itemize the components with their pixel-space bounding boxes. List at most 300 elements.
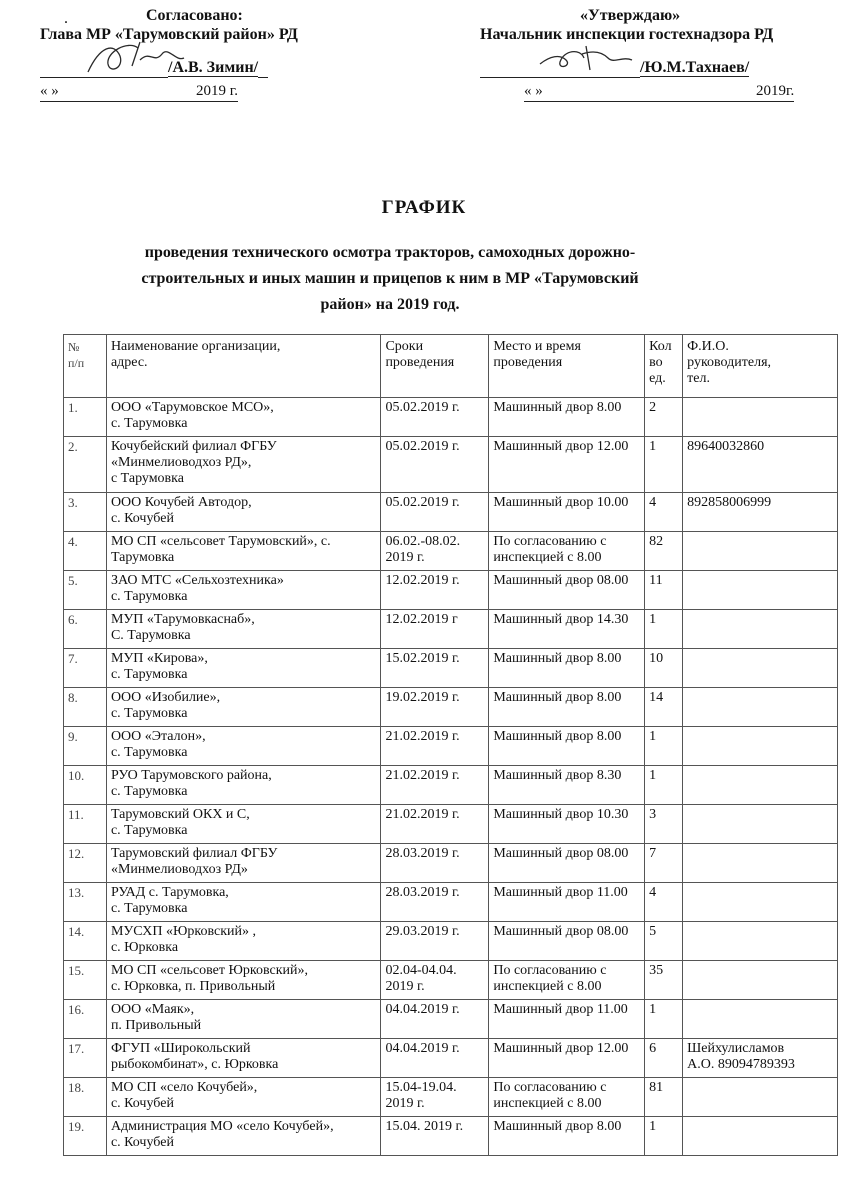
cell-number-line-1: 5. bbox=[68, 573, 78, 588]
cell-quantity bbox=[645, 688, 683, 727]
header-place-line-1: Место и время bbox=[493, 339, 581, 354]
cell-organization-line-1: РУО Тарумовского района, bbox=[110, 768, 272, 783]
header-date-line-2: проведения bbox=[385, 355, 455, 370]
table-row bbox=[64, 398, 838, 437]
cell-dates bbox=[381, 1117, 489, 1156]
cell-dates-line-1: 12.02.2019 г bbox=[385, 612, 458, 627]
cell-number bbox=[64, 1078, 107, 1117]
header-place bbox=[489, 335, 645, 398]
table-row bbox=[64, 883, 838, 922]
approval-left bbox=[40, 6, 340, 102]
cell-place bbox=[489, 727, 645, 766]
cell-quantity bbox=[645, 961, 683, 1000]
cell-dates bbox=[381, 571, 489, 610]
approval-right-date-prefix: « » bbox=[524, 82, 586, 102]
approval-right-date-year: 2019г. bbox=[756, 82, 794, 102]
cell-organization bbox=[106, 727, 381, 766]
cell-organization-line-2: с. Тарумовка bbox=[110, 784, 188, 799]
cell-number-line-1: 3. bbox=[68, 495, 78, 510]
cell-dates bbox=[381, 727, 489, 766]
cell-organization-line-2: Тарумовка bbox=[110, 550, 175, 565]
cell-place bbox=[489, 961, 645, 1000]
cell-place-line-1: По согласованию с bbox=[493, 1080, 607, 1095]
cell-organization-line-1: МО СП «сельсовет Юрковский», bbox=[110, 963, 308, 978]
cell-dates-line-1: 05.02.2019 г. bbox=[385, 439, 460, 454]
cell-organization bbox=[106, 766, 381, 805]
cell-number bbox=[64, 688, 107, 727]
approval-left-date-blank bbox=[86, 82, 196, 102]
cell-dates bbox=[381, 398, 489, 437]
cell-organization-line-1: МУП «Кирова», bbox=[110, 651, 208, 666]
cell-place-line-1: Машинный двор 12.00 bbox=[493, 1041, 629, 1056]
cell-place bbox=[489, 649, 645, 688]
cell-manager bbox=[683, 922, 838, 961]
cell-number-line-1: 9. bbox=[68, 729, 78, 744]
cell-manager bbox=[683, 649, 838, 688]
cell-organization-line-1: Кочубейский филиал ФГБУ bbox=[110, 439, 277, 454]
cell-quantity bbox=[645, 883, 683, 922]
cell-dates-line-1: 28.03.2019 г. bbox=[385, 846, 460, 861]
cell-number-line-1: 1. bbox=[68, 400, 78, 415]
document-title: ГРАФИК bbox=[381, 197, 467, 218]
cell-organization bbox=[106, 398, 381, 437]
cell-manager-line-1: 89640032860 bbox=[687, 439, 765, 454]
cell-organization bbox=[106, 1039, 381, 1078]
cell-quantity bbox=[645, 1039, 683, 1078]
cell-organization bbox=[106, 532, 381, 571]
cell-number-line-1: 15. bbox=[68, 963, 85, 978]
cell-manager bbox=[683, 1078, 838, 1117]
header-quantity bbox=[645, 335, 683, 398]
cell-number bbox=[64, 493, 107, 532]
cell-dates bbox=[381, 1078, 489, 1117]
cell-quantity bbox=[645, 1078, 683, 1117]
table-row bbox=[64, 805, 838, 844]
cell-organization-line-2: рыбокомбинат», с. Юрковка bbox=[110, 1057, 279, 1072]
cell-number-line-1: 11. bbox=[68, 807, 84, 822]
cell-quantity-line-1: 1 bbox=[649, 729, 657, 744]
header-qty-line-2: во bbox=[649, 355, 663, 370]
cell-manager bbox=[683, 961, 838, 1000]
cell-place-line-2: инспекцией с 8.00 bbox=[493, 979, 602, 994]
cell-manager bbox=[683, 1117, 838, 1156]
table-row bbox=[64, 727, 838, 766]
cell-organization bbox=[106, 922, 381, 961]
cell-manager bbox=[683, 1000, 838, 1039]
cell-quantity-line-1: 35 bbox=[649, 963, 664, 978]
cell-quantity bbox=[645, 766, 683, 805]
cell-quantity-line-1: 10 bbox=[649, 651, 664, 666]
cell-place-line-2: инспекцией с 8.00 bbox=[493, 550, 602, 565]
cell-quantity-line-1: 1 bbox=[649, 1119, 657, 1134]
header-organization bbox=[106, 335, 381, 398]
cell-number bbox=[64, 610, 107, 649]
cell-dates-line-1: 04.04.2019 г. bbox=[385, 1041, 460, 1056]
cell-quantity bbox=[645, 532, 683, 571]
cell-number bbox=[64, 1039, 107, 1078]
cell-place-line-2: инспекцией с 8.00 bbox=[493, 1096, 602, 1111]
header-head-line-2: руководителя, bbox=[687, 355, 772, 370]
approval-right-position: Начальник инспекции гостехнадзора РД bbox=[480, 26, 774, 43]
cell-dates bbox=[381, 688, 489, 727]
cell-place bbox=[489, 437, 645, 493]
cell-place-line-1: Машинный двор 12.00 bbox=[493, 439, 629, 454]
cell-number-line-1: 16. bbox=[68, 1002, 85, 1017]
cell-dates-line-1: 28.03.2019 г. bbox=[385, 885, 460, 900]
cell-place-line-1: Машинный двор 08.00 bbox=[493, 573, 629, 588]
cell-organization bbox=[106, 649, 381, 688]
cell-place-line-1: Машинный двор 10.00 bbox=[493, 495, 629, 510]
header-manager bbox=[683, 335, 838, 398]
cell-dates-line-1: 15.02.2019 г. bbox=[385, 651, 460, 666]
cell-manager bbox=[683, 1039, 838, 1078]
cell-dates bbox=[381, 1000, 489, 1039]
cell-number bbox=[64, 727, 107, 766]
cell-manager-line-2: А.О. 89094789393 bbox=[687, 1057, 795, 1072]
cell-manager-line-1: 892858006999 bbox=[687, 495, 772, 510]
cell-dates bbox=[381, 922, 489, 961]
cell-dates-line-1: 19.02.2019 г. bbox=[385, 690, 460, 705]
cell-organization bbox=[106, 1000, 381, 1039]
cell-quantity-line-1: 81 bbox=[649, 1080, 664, 1095]
cell-quantity bbox=[645, 844, 683, 883]
subtitle-line-3: район» на 2019 год. bbox=[320, 296, 460, 313]
cell-number bbox=[64, 1117, 107, 1156]
cell-dates bbox=[381, 883, 489, 922]
cell-place bbox=[489, 532, 645, 571]
cell-dates-line-1: 05.02.2019 г. bbox=[385, 495, 460, 510]
cell-number bbox=[64, 649, 107, 688]
cell-organization-line-2: с. Тарумовка bbox=[110, 416, 188, 431]
cell-organization bbox=[106, 883, 381, 922]
schedule-table-body bbox=[64, 398, 838, 1156]
cell-organization bbox=[106, 688, 381, 727]
table-row bbox=[64, 1117, 838, 1156]
cell-organization-line-3: с Тарумовка bbox=[110, 471, 184, 486]
cell-organization-line-2: «Минмелиоводхоз РД», bbox=[110, 455, 252, 470]
cell-quantity-line-1: 14 bbox=[649, 690, 664, 705]
subtitle-line-1: проведения технического осмотра тракторов, самоходных дорожно- bbox=[144, 244, 636, 261]
cell-organization-line-1: МУП «Тарумовкаснаб», bbox=[110, 612, 255, 627]
table-row bbox=[64, 437, 838, 493]
cell-quantity bbox=[645, 437, 683, 493]
header-qty-line-3: ед. bbox=[649, 371, 666, 386]
cell-organization-line-1: МО СП «сельсовет Тарумовский», с. bbox=[110, 534, 331, 549]
cell-dates bbox=[381, 610, 489, 649]
approval-right bbox=[480, 6, 810, 102]
table-row bbox=[64, 688, 838, 727]
cell-dates bbox=[381, 1039, 489, 1078]
cell-organization-line-1: МО СП «село Кочубей», bbox=[110, 1080, 258, 1095]
cell-place bbox=[489, 610, 645, 649]
header-qty-line-1: Кол bbox=[649, 339, 672, 354]
cell-number-line-1: 6. bbox=[68, 612, 78, 627]
approval-right-date bbox=[480, 82, 810, 102]
cell-quantity-line-1: 7 bbox=[649, 846, 657, 861]
cell-number bbox=[64, 398, 107, 437]
cell-number-line-1: 8. bbox=[68, 690, 78, 705]
cell-number bbox=[64, 922, 107, 961]
signature-tahnaev bbox=[536, 36, 636, 76]
approval-right-date-blank bbox=[586, 82, 756, 102]
approval-right-label: «Утверждаю» bbox=[580, 7, 681, 24]
cell-dates-line-2: 2019 г. bbox=[385, 550, 425, 565]
cell-dates bbox=[381, 649, 489, 688]
cell-number bbox=[64, 961, 107, 1000]
cell-manager bbox=[683, 688, 838, 727]
cell-place bbox=[489, 493, 645, 532]
header-head-line-3: тел. bbox=[687, 371, 710, 386]
table-row bbox=[64, 961, 838, 1000]
cell-organization bbox=[106, 437, 381, 493]
cell-organization-line-2: с. Тарумовка bbox=[110, 589, 188, 604]
approval-right-sign-row bbox=[480, 58, 810, 78]
header-date-line-1: Сроки bbox=[385, 339, 424, 354]
cell-place bbox=[489, 844, 645, 883]
cell-organization bbox=[106, 571, 381, 610]
table-row bbox=[64, 610, 838, 649]
cell-manager bbox=[683, 766, 838, 805]
cell-organization-line-1: ЗАО МТС «Сельхозтехника» bbox=[110, 573, 284, 588]
cell-number bbox=[64, 571, 107, 610]
cell-organization-line-1: ООО «Изобилие», bbox=[110, 690, 221, 705]
header-no bbox=[64, 335, 107, 398]
approval-left-date bbox=[40, 82, 340, 102]
cell-dates-line-1: 15.04. 2019 г. bbox=[385, 1119, 464, 1134]
cell-place bbox=[489, 571, 645, 610]
cell-organization-line-1: МУСХП «Юрковский» , bbox=[110, 924, 257, 939]
approval-left-position: Глава МР «Тарумовский район» РД bbox=[40, 26, 298, 43]
cell-dates bbox=[381, 766, 489, 805]
cell-organization-line-2: с. Юрковка bbox=[110, 940, 179, 955]
cell-quantity bbox=[645, 922, 683, 961]
cell-manager bbox=[683, 437, 838, 493]
table-header-row bbox=[64, 335, 838, 398]
cell-organization-line-2: с. Тарумовка bbox=[110, 745, 188, 760]
header-no-line-1: № bbox=[68, 340, 80, 354]
cell-dates-line-2: 2019 г. bbox=[385, 979, 425, 994]
cell-quantity bbox=[645, 610, 683, 649]
cell-number bbox=[64, 1000, 107, 1039]
cell-number-line-1: 19. bbox=[68, 1119, 85, 1134]
cell-organization-line-2: с. Тарумовка bbox=[110, 901, 188, 916]
cell-place bbox=[489, 883, 645, 922]
cell-quantity-line-1: 1 bbox=[649, 1002, 657, 1017]
cell-number-line-1: 10. bbox=[68, 768, 85, 783]
cell-organization-line-2: с. Кочубей bbox=[110, 1135, 174, 1150]
cell-organization bbox=[106, 961, 381, 1000]
cell-organization-line-1: ООО «Маяк», bbox=[110, 1002, 195, 1017]
cell-organization-line-2: с. Тарумовка bbox=[110, 667, 188, 682]
cell-quantity-line-1: 82 bbox=[649, 534, 664, 549]
cell-quantity-line-1: 4 bbox=[649, 495, 657, 510]
cell-organization-line-1: ООО «Тарумовское МСО», bbox=[110, 400, 274, 415]
cell-quantity bbox=[645, 1000, 683, 1039]
cell-organization-line-1: Тарумовский ОКХ и С, bbox=[110, 807, 250, 822]
cell-quantity bbox=[645, 727, 683, 766]
cell-place bbox=[489, 1039, 645, 1078]
cell-organization-line-2: с. Тарумовка bbox=[110, 823, 188, 838]
cell-quantity-line-1: 6 bbox=[649, 1041, 657, 1056]
cell-number-line-1: 18. bbox=[68, 1080, 85, 1095]
cell-organization bbox=[106, 610, 381, 649]
cell-quantity-line-1: 11 bbox=[649, 573, 663, 588]
cell-dates-line-1: 04.04.2019 г. bbox=[385, 1002, 460, 1017]
cell-number-line-1: 4. bbox=[68, 534, 78, 549]
cell-organization-line-2: п. Привольный bbox=[110, 1018, 202, 1033]
cell-organization bbox=[106, 1078, 381, 1117]
cell-quantity-line-1: 4 bbox=[649, 885, 657, 900]
approval-left-signer: /А.В. Зимин/ bbox=[168, 59, 259, 76]
cell-organization-line-1: РУАД с. Тарумовка, bbox=[110, 885, 229, 900]
schedule-table bbox=[63, 334, 838, 1156]
table-row bbox=[64, 1000, 838, 1039]
cell-number bbox=[64, 883, 107, 922]
header-dates bbox=[381, 335, 489, 398]
cell-number-line-1: 17. bbox=[68, 1041, 85, 1056]
cell-dates bbox=[381, 805, 489, 844]
cell-number-line-1: 7. bbox=[68, 651, 78, 666]
cell-number bbox=[64, 844, 107, 883]
cell-place bbox=[489, 922, 645, 961]
table-row bbox=[64, 766, 838, 805]
cell-place-line-1: Машинный двор 8.00 bbox=[493, 400, 622, 415]
signature-zimin bbox=[80, 36, 190, 80]
cell-dates-line-1: 21.02.2019 г. bbox=[385, 807, 460, 822]
cell-manager bbox=[683, 805, 838, 844]
cell-organization-line-2: с. Кочубей bbox=[110, 511, 174, 526]
cell-place-line-1: Машинный двор 8.00 bbox=[493, 1119, 622, 1134]
cell-quantity-line-1: 2 bbox=[649, 400, 657, 415]
approval-left-date-year: 2019 г. bbox=[196, 82, 238, 102]
cell-manager bbox=[683, 883, 838, 922]
cell-manager bbox=[683, 532, 838, 571]
cell-quantity bbox=[645, 805, 683, 844]
cell-number bbox=[64, 532, 107, 571]
cell-number bbox=[64, 805, 107, 844]
cell-organization-line-1: ФГУП «Широкольский bbox=[110, 1041, 251, 1056]
cell-place-line-1: Машинный двор 8.00 bbox=[493, 651, 622, 666]
cell-place-line-1: Машинный двор 10.30 bbox=[493, 807, 629, 822]
cell-place-line-1: Машинный двор 8.00 bbox=[493, 729, 622, 744]
cell-organization-line-2: с. Кочубей bbox=[110, 1096, 174, 1111]
cell-organization bbox=[106, 493, 381, 532]
cell-manager bbox=[683, 727, 838, 766]
cell-dates-line-1: 06.02.-08.02. bbox=[385, 534, 461, 549]
cell-number-line-1: 12. bbox=[68, 846, 85, 861]
cell-number bbox=[64, 766, 107, 805]
cell-dates bbox=[381, 532, 489, 571]
cell-quantity-line-1: 1 bbox=[649, 439, 657, 454]
cell-dates-line-2: 2019 г. bbox=[385, 1096, 425, 1111]
cell-manager bbox=[683, 493, 838, 532]
cell-quantity-line-1: 5 bbox=[649, 924, 657, 939]
cell-number-line-1: 13. bbox=[68, 885, 85, 900]
cell-place bbox=[489, 688, 645, 727]
cell-organization-line-1: Администрация МО «село Кочубей», bbox=[110, 1119, 334, 1134]
cell-quantity-line-1: 3 bbox=[649, 807, 657, 822]
cell-quantity bbox=[645, 1117, 683, 1156]
table-row bbox=[64, 922, 838, 961]
cell-manager bbox=[683, 571, 838, 610]
header-no-line-2: п/п bbox=[68, 356, 85, 370]
cell-manager bbox=[683, 844, 838, 883]
cell-place bbox=[489, 805, 645, 844]
cell-organization-line-2: «Минмелиоводхоз РД» bbox=[110, 862, 248, 877]
cell-number bbox=[64, 437, 107, 493]
cell-place-line-1: Машинный двор 8.30 bbox=[493, 768, 622, 783]
cell-place bbox=[489, 1000, 645, 1039]
cell-place bbox=[489, 1117, 645, 1156]
header-place-line-2: проведения bbox=[493, 355, 563, 370]
cell-organization bbox=[106, 805, 381, 844]
cell-manager bbox=[683, 398, 838, 437]
header-head-line-1: Ф.И.О. bbox=[687, 339, 729, 354]
cell-dates-line-1: 05.02.2019 г. bbox=[385, 400, 460, 415]
header-org-line-1: Наименование организации, bbox=[110, 339, 281, 354]
table-row bbox=[64, 493, 838, 532]
table-row bbox=[64, 571, 838, 610]
cell-quantity-line-1: 1 bbox=[649, 768, 657, 783]
cell-number-line-1: 14. bbox=[68, 924, 85, 939]
cell-place bbox=[489, 1078, 645, 1117]
cell-dates bbox=[381, 493, 489, 532]
cell-place bbox=[489, 398, 645, 437]
document-subtitle bbox=[110, 240, 670, 318]
cell-dates-line-1: 12.02.2019 г. bbox=[385, 573, 460, 588]
cell-place bbox=[489, 766, 645, 805]
cell-place-line-1: По согласованию с bbox=[493, 963, 607, 978]
cell-place-line-1: Машинный двор 08.00 bbox=[493, 846, 629, 861]
cell-place-line-1: Машинный двор 11.00 bbox=[493, 885, 628, 900]
cell-dates bbox=[381, 437, 489, 493]
cell-place-line-1: Машинный двор 14.30 bbox=[493, 612, 629, 627]
approval-left-date-prefix: « » bbox=[40, 82, 86, 102]
cell-organization bbox=[106, 1117, 381, 1156]
cell-quantity bbox=[645, 649, 683, 688]
cell-quantity bbox=[645, 493, 683, 532]
header-org-line-2: адрес. bbox=[110, 355, 148, 370]
cell-place-line-1: По согласованию с bbox=[493, 534, 607, 549]
cell-manager-line-1: Шейхулисламов bbox=[687, 1041, 785, 1056]
table-row bbox=[64, 532, 838, 571]
cell-quantity-line-1: 1 bbox=[649, 612, 657, 627]
cell-number-line-1: 2. bbox=[68, 439, 78, 454]
cell-dates-line-1: 15.04-19.04. bbox=[385, 1080, 457, 1095]
table-row bbox=[64, 1039, 838, 1078]
cell-organization-line-2: с. Тарумовка bbox=[110, 706, 188, 721]
approval-left-label: Согласовано: bbox=[146, 7, 243, 24]
cell-organization-line-2: с. Юрковка, п. Привольный bbox=[110, 979, 276, 994]
cell-organization-line-2: С. Тарумовка bbox=[110, 628, 191, 643]
cell-dates-line-1: 21.02.2019 г. bbox=[385, 768, 460, 783]
cell-dates-line-1: 29.03.2019 г. bbox=[385, 924, 460, 939]
cell-quantity bbox=[645, 571, 683, 610]
cell-manager bbox=[683, 610, 838, 649]
subtitle-line-2: строительных и иных машин и прицепов к ним в МР «Тарумовский bbox=[141, 270, 639, 287]
cell-quantity bbox=[645, 398, 683, 437]
cell-organization bbox=[106, 844, 381, 883]
signature-line-tail bbox=[258, 58, 268, 78]
approval-left-sign-row bbox=[40, 58, 340, 78]
approval-right-signer: /Ю.М.Тахнаев/ bbox=[640, 59, 750, 76]
cell-dates-line-1: 02.04-04.04. bbox=[385, 963, 457, 978]
table-row bbox=[64, 1078, 838, 1117]
cell-organization-line-1: ООО Кочубей Автодор, bbox=[110, 495, 252, 510]
cell-dates-line-1: 21.02.2019 г. bbox=[385, 729, 460, 744]
cell-place-line-1: Машинный двор 08.00 bbox=[493, 924, 629, 939]
cell-dates bbox=[381, 844, 489, 883]
